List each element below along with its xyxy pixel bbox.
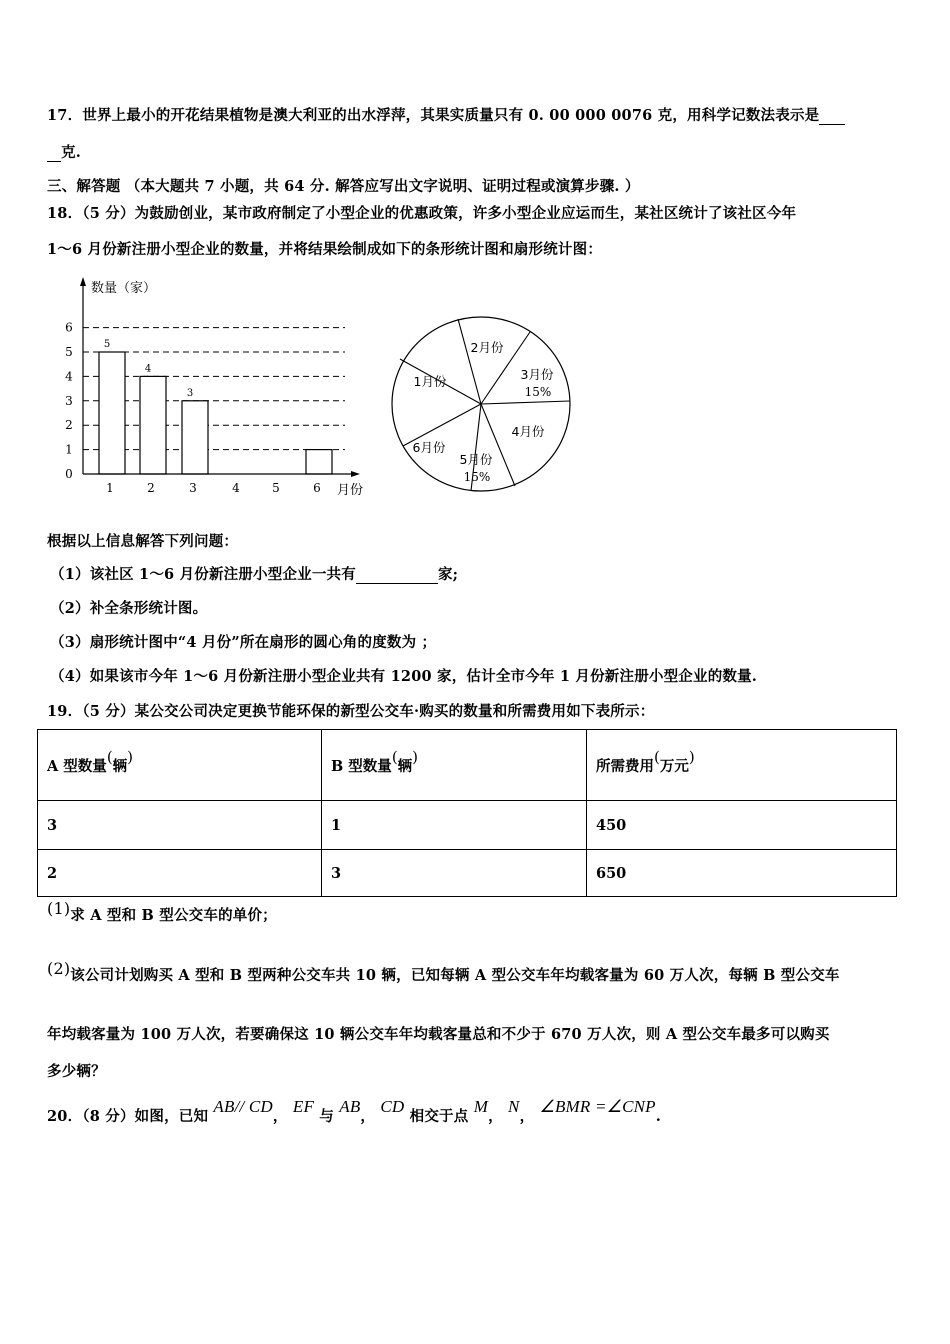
bar-series	[99, 352, 332, 474]
q20-math-angles: ∠BMR =∠CNP	[539, 1097, 656, 1116]
q20-math-n: N	[508, 1097, 520, 1116]
bar-data-label: 5	[103, 339, 111, 350]
q19-part1	[47, 899, 277, 925]
x-tick-label: 2	[147, 481, 155, 495]
bar-chart	[55, 270, 375, 505]
q20-sep: ，	[360, 1108, 376, 1125]
pie-slice-percent: 15%	[524, 385, 552, 399]
x-axis-arrow	[351, 471, 360, 477]
q17-blank-b	[47, 144, 61, 162]
y-axis-arrow	[80, 277, 86, 286]
pie-slice-label: 2月份	[470, 340, 504, 355]
table-header-cell: A 型数量(辆)	[38, 730, 322, 801]
table-header-row	[38, 730, 897, 801]
q20-period: .	[655, 1108, 661, 1125]
q20-math-ab: AB	[339, 1097, 361, 1116]
y-tick-label: 4	[65, 369, 73, 384]
table-cell: 3	[322, 850, 587, 897]
q18-sub1-text: （1）该社区 1～6 月份新注册小型企业一共有	[50, 566, 356, 583]
y-tick-label: 5	[65, 345, 73, 359]
y-tick-label: 2	[65, 418, 73, 433]
q20-math-parallel: AB// CD	[213, 1097, 273, 1116]
q19-part2-num: (2)	[47, 959, 71, 978]
q18-sub1	[50, 563, 458, 584]
q18-sub2: （2）补全条形统计图。	[50, 600, 208, 617]
q19-part2-line3: 多少辆？	[47, 1063, 106, 1080]
pie-slice-edge	[481, 401, 570, 404]
bar	[306, 450, 332, 474]
bar-data-label: 3	[186, 387, 194, 399]
q19-part2-text: 该公司计划购买 A 型和 B 型两种公交车共 10 辆，已知每辆 A 型公交车年均载客量为 60 万人次，每辆 B 型公交车	[70, 967, 840, 984]
q20-math-ef: EF	[292, 1097, 315, 1116]
x-tick-label: 3	[189, 481, 197, 495]
q17-line1	[47, 104, 845, 125]
pie-slice-label: 1月份	[413, 374, 447, 389]
q19-part2	[47, 959, 840, 985]
y-tick-label: 3	[65, 393, 73, 408]
q18-line1: 18．（5 分）为鼓励创业，某市政府制定了小型企业的优惠政策，许多小型企业应运而生，某社区统计了该社区今年	[47, 205, 797, 222]
bar	[99, 352, 125, 474]
y-tick-label: 1	[65, 442, 73, 457]
pie-chart	[385, 310, 580, 495]
pie-slice-percent: 15%	[463, 470, 491, 484]
x-tick-label: 4	[232, 481, 240, 495]
q17-line2	[47, 141, 81, 162]
table-row	[38, 850, 897, 897]
q20-text-and: 与	[319, 1108, 334, 1125]
x-axis-label: 月份	[337, 483, 364, 498]
table-header-cell: 所需费用(万元)	[587, 730, 897, 801]
table-cell: 1	[322, 801, 587, 850]
q18-sub3: （3）扇形统计图中“4 月份”所在扇形的圆心角的度数为 ；	[50, 634, 437, 651]
bar	[140, 376, 166, 474]
q20-math-m: M	[473, 1097, 489, 1116]
pie-slice-edge	[458, 319, 481, 404]
q20-text-intersect: 相交于点	[409, 1108, 469, 1125]
bar	[182, 401, 208, 474]
q20-prefix: 20．（8 分）如图，已知	[47, 1108, 209, 1125]
pie-slice-label: 5月份	[459, 452, 493, 467]
q18-intro: 根据以上信息解答下列问题：	[47, 533, 239, 550]
y-tick-label: 0	[65, 467, 73, 481]
y-axis-label: 数量（家）	[91, 281, 157, 296]
q17-text: 17．世界上最小的开花结果植物是澳大利亚的出水浮萍，其果实质量只有 0. 00 000 0076 克，用科学记数法表示是	[47, 107, 820, 124]
table-row	[38, 801, 897, 850]
pie-slice-label: 3月份	[520, 367, 554, 382]
pie-slice-label: 4月份	[511, 424, 545, 439]
x-tick-label: 6	[313, 481, 321, 495]
q19-table	[37, 729, 897, 897]
q19-part1-num: (1)	[47, 899, 71, 918]
q19-part1-text: 求 A 型和 B 型公交车的单价；	[70, 907, 277, 924]
q18-sub1-blank	[356, 566, 438, 584]
y-tick-label: 6	[65, 320, 73, 335]
pie-slice-label: 6月份	[412, 440, 446, 455]
x-tick-label: 5	[272, 481, 280, 495]
q20-sep: ，	[519, 1108, 535, 1125]
q20-sep: ，	[488, 1108, 503, 1125]
q19-line1: 19．（5 分）某公交公司决定更换节能环保的新型公交车·购买的数量和所需费用如下表所示：	[47, 703, 655, 720]
section-heading: 三、解答题 （本大题共 7 小题，共 64 分. 解答应写出文字说明、证明过程或演算步骤. ）	[47, 178, 640, 195]
pie-labels	[413, 340, 554, 484]
table-cell: 3	[38, 801, 322, 850]
q18-sub4: （4）如果该市今年 1～6 月份新注册小型企业共有 1200 家，估计全市今年 1 月份新注册小型企业的数量.	[50, 668, 758, 685]
q20-sep: ，	[272, 1108, 288, 1125]
q18-line2: 1～6 月份新注册小型企业的数量，并将结果绘制成如下的条形统计图和扇形统计图：	[47, 241, 603, 258]
table-cell: 2	[38, 850, 322, 897]
q19-part2-line2: 年均载客量为 100 万人次，若要确保这 10 辆公交车年均载客量总和不少于 670 万人次，则 A 型公交车最多可以购买	[47, 1026, 830, 1043]
q17-text-end: 克.	[61, 144, 81, 161]
table-cell: 450	[587, 801, 897, 850]
q18-sub1-unit: 家;	[437, 566, 459, 583]
table-header-cell: B 型数量(辆)	[322, 730, 587, 801]
table-cell: 650	[587, 850, 897, 897]
q20-math-cd: CD	[380, 1097, 405, 1116]
bar-data-label: 4	[144, 363, 152, 375]
q17-blank-a	[819, 107, 845, 125]
x-tick-label: 1	[106, 481, 114, 495]
q20-line	[47, 1097, 661, 1126]
